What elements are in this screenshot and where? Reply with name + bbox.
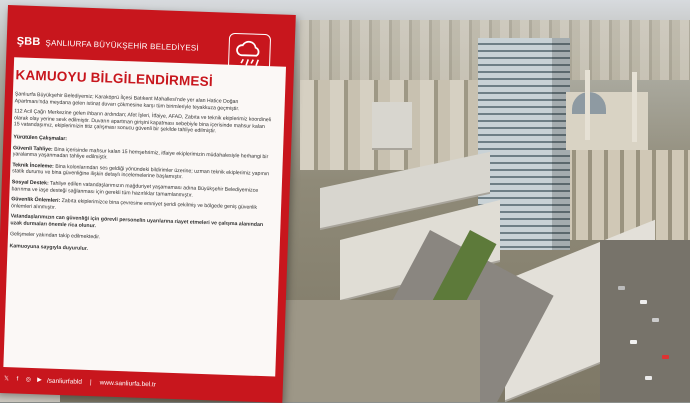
- announcement-flyer: [0, 5, 296, 403]
- logo-organization: ŞANLIURFA BÜYÜKŞEHİR BELEDİYESİ: [45, 38, 199, 53]
- item-title: Teknik İnceleme:: [12, 162, 54, 170]
- instagram-icon[interactable]: ◎: [25, 376, 32, 383]
- item-title: Sosyal Destek:: [11, 179, 49, 187]
- facebook-icon[interactable]: f: [16, 376, 19, 383]
- car: [630, 340, 637, 344]
- footer-divider: |: [89, 378, 92, 386]
- item-text: Tahliye edilen vatandaşlarımızın mağduriyet yaşamaması adına Büyükşehir Belediyemizce barınma ve iaşe desteği sağlanması için gerekli tüm hazırlıklar tamamlanmıştır.: [11, 180, 259, 199]
- item-title: Güvenlik Önlemleri:: [11, 196, 61, 205]
- x-icon[interactable]: 𝕏: [3, 375, 9, 382]
- item-text: Zabıta ekiplerimizce bina çevresine emniyet şeridi çekilmiş ve bölgede geniş güvenlik önlemleri alınmıştır.: [10, 198, 258, 211]
- website-link[interactable]: www.sanliurfa.bel.tr: [99, 378, 157, 388]
- section-title: Yürütülen Çalışmalar:: [13, 134, 68, 143]
- youtube-icon[interactable]: ▶: [37, 376, 42, 383]
- item-text: Bina kolonlarından ses geldiği yönündeki bildirimler üzerine; uzman teknik ekiplerimiz yapının statik durumu ve bina güvenliğine ilişkin detaylı incelemelerine başlamıştır.: [12, 163, 270, 181]
- municipality-logo: [17, 35, 199, 53]
- car: [652, 318, 659, 322]
- followup-paragraph: Gelişmeler yakından takip edilmektedir.: [9, 230, 101, 240]
- incident-paragraph: 112 Acil Çağrı Merkezine gelen ihbarın ardından; Afet İşleri, İtfaiye, AFAD, Zabıta ve teknik ekiplerimiz koordineli olarak olay yerine sevk edilmiştir. Duvarın apartman girişini kapatması sebebiyle bina içerisinde mahsur kalan 15 vatandaşımız, ekiplerimizin titiz çalışması sonucu güvenli bir şekilde tahliye edilmiştir.: [13, 108, 272, 135]
- minaret: [632, 72, 637, 142]
- flyer-body: [9, 91, 273, 263]
- logo-abbreviation: ŞBB: [16, 35, 41, 49]
- buildings-right: [560, 150, 690, 240]
- minaret: [585, 70, 590, 140]
- car: [618, 286, 625, 290]
- item-title: Güvenli Tahliye:: [12, 144, 53, 153]
- item-text: Bina içerisinde mahsur kalan 15 hemşehrimiz, itfaiye ekiplerimizin müdahalesiyle herhangi bir yaralanma yaşanmadan tahliye edilmiştir.: [12, 146, 269, 161]
- flyer-heading: KAMUOYU BİLGİLENDİRMESİ: [15, 67, 214, 90]
- intro-paragraph: Şanlıurfa Büyükşehir Belediyemiz; Karaköprü İlçesi Batıkent Mahallesi'nde yer alan Hatice Doğan Apartmanı'nda meydana gelen istinat duvarı çökmesine karşı tüm birimleriyle teyakkuza geçmiştir.: [14, 91, 240, 112]
- social-handle[interactable]: /sanliurfabld: [46, 377, 83, 386]
- car: [645, 376, 652, 380]
- building-roof: [372, 102, 412, 148]
- plaza: [280, 300, 480, 402]
- car: [662, 355, 669, 359]
- car: [640, 300, 647, 304]
- closing-paragraph: Kamuoyuna saygıyla duyurulur.: [9, 243, 89, 253]
- warning-paragraph: Vatandaşlarımızın can güvenliği için görevli personelin uyarılarına riayet etmeleri ve çalışma alanından uzak durmaları önemle rica olunur.: [10, 213, 264, 230]
